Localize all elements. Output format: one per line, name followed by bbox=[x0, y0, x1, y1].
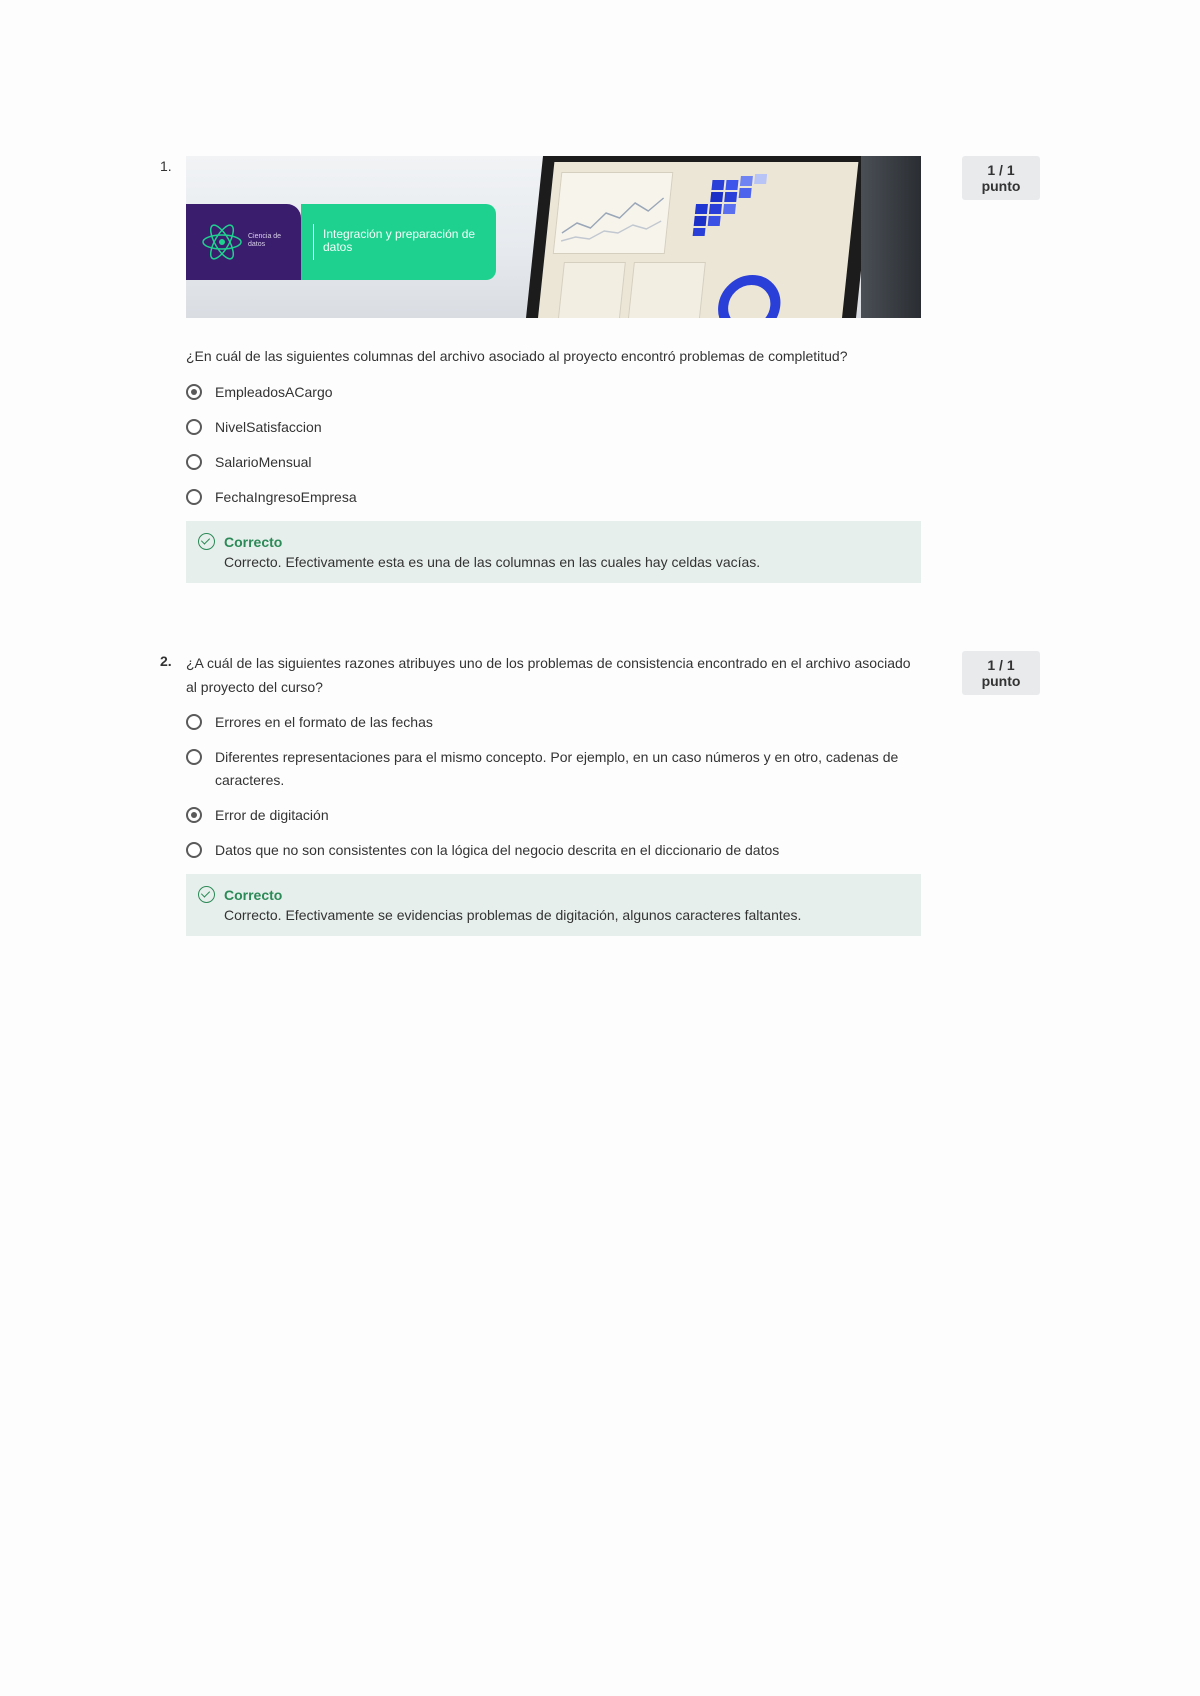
laptop-screen-graphic bbox=[526, 156, 873, 318]
option-label: FechaIngresoEmpresa bbox=[215, 489, 357, 505]
donut-chart-graphic bbox=[707, 266, 793, 318]
option-label: Diferentes representaciones para el mismo concepto. Por ejemplo, en un caso números y en otro, cadenas de caracteres. bbox=[215, 749, 899, 788]
answer-option[interactable] bbox=[186, 839, 921, 862]
option-label: SalarioMensual bbox=[215, 454, 312, 470]
radio-icon[interactable] bbox=[186, 419, 202, 435]
check-circle-icon bbox=[198, 533, 215, 550]
feedback-panel bbox=[186, 874, 921, 936]
check-circle-icon bbox=[198, 886, 215, 903]
answer-option[interactable] bbox=[186, 711, 921, 734]
feedback-panel bbox=[186, 521, 921, 583]
course-banner-image bbox=[186, 156, 921, 318]
question-prompt: ¿En cuál de las siguientes columnas del archivo asociado al proyecto encontró problemas de completitud? bbox=[186, 348, 848, 364]
banner-title: Integración y preparación de datos bbox=[323, 227, 476, 254]
banner-logo-block bbox=[186, 204, 301, 280]
question-number: 1. bbox=[160, 158, 172, 174]
option-label: NivelSatisfaccion bbox=[215, 419, 322, 435]
answer-options bbox=[186, 381, 921, 509]
answer-option[interactable] bbox=[186, 381, 921, 404]
radio-icon[interactable] bbox=[186, 489, 202, 505]
option-label: Errores en el formato de las fechas bbox=[215, 714, 433, 730]
answer-option[interactable] bbox=[186, 804, 921, 827]
feedback-text: Correcto. Efectivamente esta es una de las columnas en las cuales hay celdas vacías. bbox=[224, 554, 761, 570]
feedback-title: Correcto bbox=[224, 887, 283, 903]
points-badge: 1 / 1 punto bbox=[962, 651, 1040, 695]
radio-icon[interactable] bbox=[186, 714, 202, 730]
option-label: Datos que no son consistentes con la lógica del negocio descrita en el diccionario de datos bbox=[215, 842, 780, 858]
answer-option[interactable] bbox=[186, 451, 921, 474]
answer-option[interactable] bbox=[186, 746, 921, 792]
radio-icon[interactable] bbox=[186, 749, 202, 765]
question-1 bbox=[160, 156, 1040, 586]
question-number: 2. bbox=[160, 653, 172, 669]
question-prompt: ¿A cuál de las siguientes razones atribuyes uno de los problemas de consistencia encontrado en el archivo asociado al proyecto del curso? bbox=[186, 655, 911, 695]
banner-title-block bbox=[301, 204, 496, 280]
feedback-text: Correcto. Efectivamente se evidencias problemas de digitación, algunos caracteres faltantes. bbox=[224, 907, 802, 923]
answer-option[interactable] bbox=[186, 416, 921, 439]
atom-icon bbox=[200, 220, 244, 264]
feedback-title: Correcto bbox=[224, 534, 283, 550]
radio-icon[interactable] bbox=[186, 454, 202, 470]
radio-icon[interactable] bbox=[186, 842, 202, 858]
question-2 bbox=[160, 651, 1040, 951]
line-chart-graphic bbox=[554, 173, 672, 253]
option-label: Error de digitación bbox=[215, 807, 329, 823]
heatmap-graphic bbox=[675, 172, 823, 252]
option-label: EmpleadosACargo bbox=[215, 384, 333, 400]
answer-option[interactable] bbox=[186, 486, 921, 509]
points-badge: 1 / 1 punto bbox=[962, 156, 1040, 200]
banner-logo-text: Ciencia de datos bbox=[248, 233, 282, 248]
answer-options bbox=[186, 711, 921, 862]
radio-selected-icon[interactable] bbox=[186, 807, 202, 823]
radio-selected-icon[interactable] bbox=[186, 384, 202, 400]
